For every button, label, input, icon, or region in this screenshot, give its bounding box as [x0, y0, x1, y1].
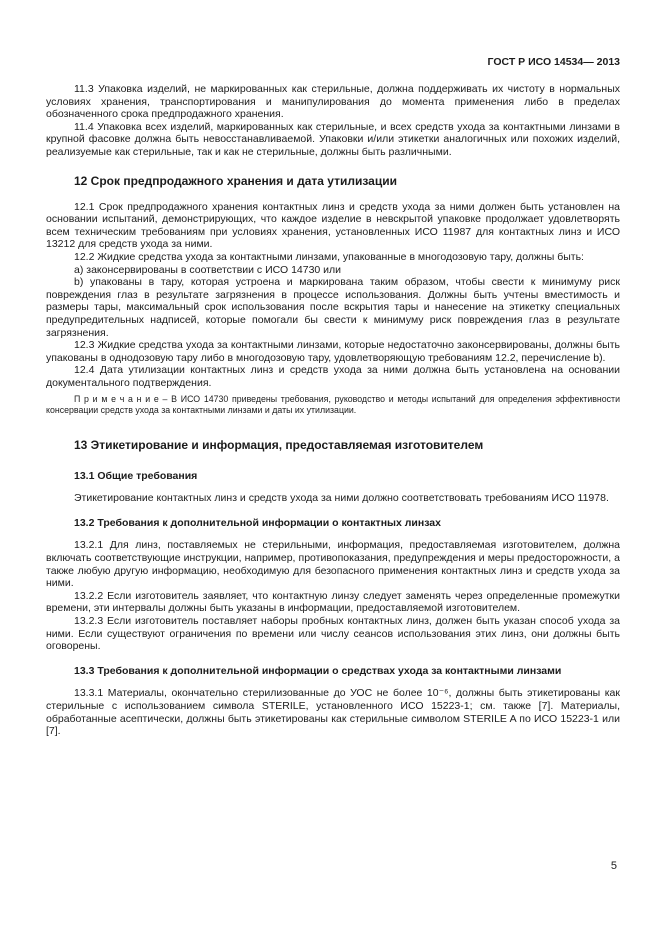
paragraph-12-1: 12.1 Срок предпродажного хранения контактных линз и средств ухода за ними должен быть установлен на основании испытаний, демонстрирующих, что каждое изделие в невскрытой упаковке продолжает удовлетворять всем техническим требованиям при условиях хранения, установленных ИСО 11987 для контактных линз и ИСО 13212 для средств ухода за ними. — [46, 200, 620, 251]
subsection-heading-13-3: 13.3 Требования к дополнительной информации о средствах ухода за контактными линзами — [74, 664, 562, 677]
paragraph-12-4: 12.4 Дата утилизации контактных линз и средств ухода за ними должна быть установлена на основании документального подтверждения. — [46, 364, 620, 389]
section-heading-12: 12 Срок предпродажного хранения и дата утилизации — [74, 173, 397, 188]
note-section-12: П р и м е ч а н и е – В ИСО 14730 приведены требования, руководство и методы испытаний для определения эффективности консервации средств ухода за контактными линзами и даты их утилизации. — [46, 394, 620, 416]
subsection-heading-13-1: 13.1 Общие требования — [74, 469, 198, 482]
paragraph-12-2: 12.2 Жидкие средства ухода за контактными линзами, упакованные в многодозовую тару, должны быть: — [74, 250, 584, 263]
paragraph-13-2-2: 13.2.2 Если изготовитель заявляет, что контактную линзу следует заменять через определенные промежутки времени, эти интервалы должны быть указаны в информации, предоставляемой изготовителем. — [46, 589, 620, 615]
paragraph-13-3-1: 13.3.1 Материалы, окончательно стерилизованные до УОС не более 10⁻⁶, должны быть этикетированы как стерильные с использованием символа STERILE, установленного ИСО 15223-1; см. также [7]. Материалы, обработанные асептически, должны быть этикетированы как стерильные символом STERILE A по ИСО 15223-1 или [7]. — [46, 687, 620, 738]
section-heading-13: 13 Этикетирование и информация, предоставляемая изготовителем — [74, 437, 484, 452]
list-item-a: а) законсервированы в соответствии с ИСО 14730 или — [74, 263, 342, 276]
subsection-heading-13-2: 13.2 Требования к дополнительной информации о контактных линзах — [74, 516, 441, 529]
paragraph-11-4: 11.4 Упаковка всех изделий, маркированных как стерильные, и всех средств ухода за контактными линзами в крупной фасовке должна быть невосстанавливаемой. Упаковки и/или этикетки аналогичных или похожих изделий, реализуемые как стерильные, так и как не стерильные, должны быть различными. — [46, 120, 620, 158]
paragraph-13-2-1: 13.2.1 Для линз, поставляемых не стерильными, информация, предоставляемая изготовителем, должна включать соответствующие инструкции, например, противопоказания, предупреждения и меры предосторожности, а также любую другую информацию, необходимую для безопасного применения контактных линз и средств ухода за ними. — [46, 539, 620, 590]
page-number: 5 — [610, 860, 617, 872]
paragraph-12-3: 12.3 Жидкие средства ухода за контактными линзами, которые недостаточно законсервированы, должны быть упакованы в однодозовую тару либо в многодозовую тару, удовлетворяющую требованиям 12.2, перечисление b). — [46, 339, 620, 364]
standard-number-header: ГОСТ Р ИСО 14534— 2013 — [487, 56, 620, 68]
list-item-b: b) упакованы в тару, которая устроена и маркирована таким образом, чтобы свести к минимуму риск повреждения глаз в результате загрязнения в процессе использования. Должны быть учтены вместимость и размеры тары, максимальный срок использования после вскрытия тары и нанесение на этикетку специальных предупредительных надписей, которые помогали бы свести к минимуму риск повреждения глаз в результате загрязнения. — [46, 276, 620, 339]
paragraph-13-1: Этикетирование контактных линз и средств ухода за ними должно соответствовать требованиям ИСО 11978. — [74, 492, 609, 505]
paragraph-13-2-3: 13.2.3 Если изготовитель поставляет наборы пробных контактных линз, должен быть указан способ ухода за ними. Если существуют ограничения по времени или числу сеансов использования этих линз, они должны быть оговорены. — [46, 615, 620, 653]
paragraph-11-3: 11.3 Упаковка изделий, не маркированных как стерильные, должна поддерживать их чистоту в нормальных условиях хранения, транспортирования и манипулирования до момента применения либо в пределах обозначенного срока предпродажного хранения. — [46, 83, 620, 121]
